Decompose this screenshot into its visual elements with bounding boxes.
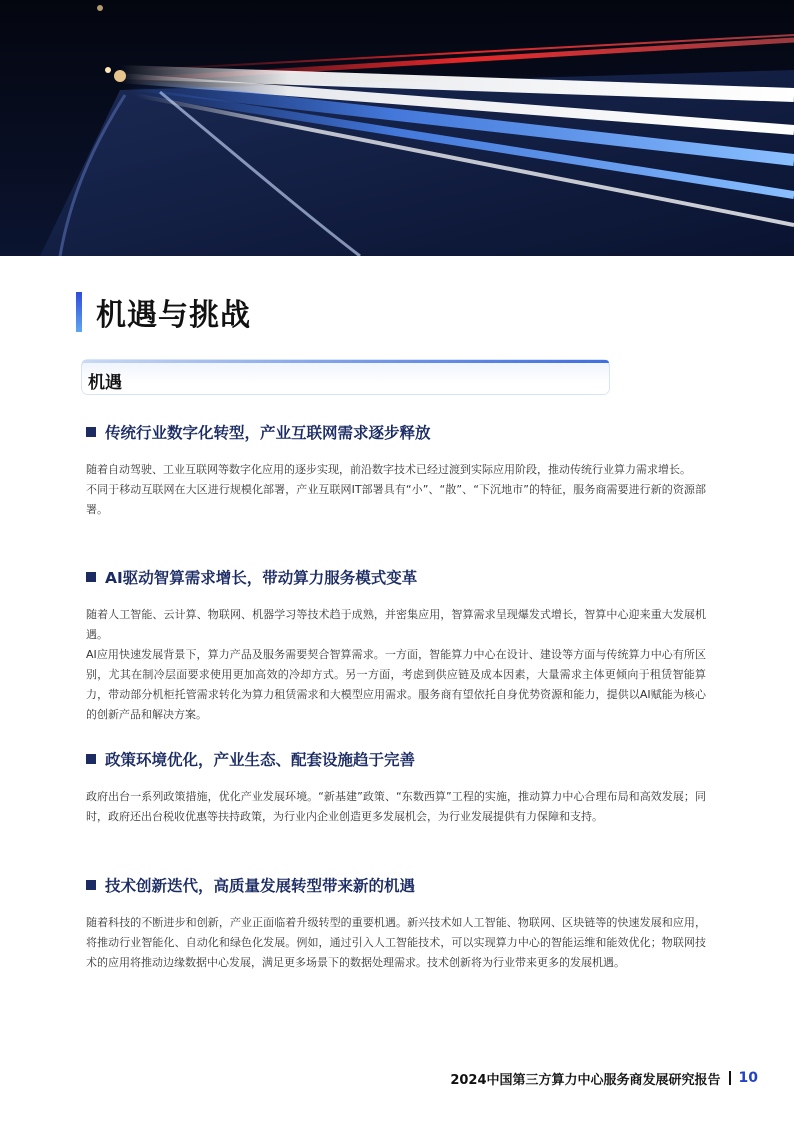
page-footer	[450, 1068, 758, 1088]
item-title: AI驱动智算需求增长，带动算力服务模式变革	[105, 569, 418, 587]
square-bullet-icon	[86, 880, 96, 890]
hero-image	[0, 0, 794, 256]
title-accent-bar	[76, 292, 82, 332]
paragraph: 不同于移动互联网在大区进行规模化部署，产业互联网IT部署具有“小”、“散”、“下沉地市”的特征，服务商需要进行新的资源部署。	[86, 483, 706, 516]
item-body	[86, 787, 706, 827]
opportunity-item	[86, 566, 706, 725]
report-title: 2024中国第三方算力中心服务商发展研究报告	[450, 1072, 721, 1088]
section-heading	[76, 292, 251, 332]
paragraph: 政府出台一系列政策措施，优化产业发展环境。“新基建”政策、“东数西算”工程的实施，推动算力中心合理布局和高效发展；同时，政府还出台税收优惠等扶持政策，为行业内企业创造更多发展机会，为行业发展提供有力保障和支持。	[86, 790, 706, 823]
opportunity-item	[86, 874, 706, 973]
item-title: 政策环境优化，产业生态、配套设施趋于完善	[105, 751, 416, 769]
paragraph: 随着人工智能、云计算、物联网、机器学习等技术趋于成熟，并密集应用，智算需求呈现爆发式增长，智算中心迎来重大发展机遇。	[86, 608, 706, 641]
item-heading	[86, 748, 706, 770]
opportunity-item	[86, 421, 706, 520]
light-trails-illustration	[0, 0, 794, 256]
square-bullet-icon	[86, 754, 96, 764]
section-title: 机遇与挑战	[96, 298, 251, 333]
opportunity-item	[86, 748, 706, 827]
paragraph: 随着科技的不断进步和创新，产业正面临着升级转型的重要机遇。新兴技术如人工智能、物联网、区块链等的快速发展和应用，将推动行业智能化、自动化和绿色化发展。例如，通过引入人工智能技术，可以实现算力中心的智能运维和能效优化；物联网技术的应用将推动边缘数据中心发展，满足更多场景下的数据处理需求。技术创新将为行业带来更多的发展机遇。	[86, 916, 706, 969]
item-heading	[86, 566, 706, 588]
square-bullet-icon	[86, 427, 96, 437]
item-body	[86, 605, 706, 725]
subsection-header	[82, 360, 609, 394]
square-bullet-icon	[86, 572, 96, 582]
paragraph: AI应用快速发展背景下，算力产品及服务需要契合智算需求。一方面，智能算力中心在设计、建设等方面与传统算力中心有所区别，尤其在制冷层面要求使用更加高效的冷却方式。另一方面，考虑到供应链及成本因素，大量需求主体更倾向于租赁智能算力，带动部分机柜托管需求转化为算力租赁需求和大模型应用需求。服务商有望依托自身优势资源和能力，提供以AI赋能为核心的创新产品和解决方案。	[86, 648, 706, 721]
item-title: 技术创新迭代，高质量发展转型带来新的机遇	[105, 877, 416, 895]
footer-divider	[729, 1071, 731, 1085]
page-number: 10	[738, 1070, 758, 1086]
paragraph: 随着自动驾驶、工业互联网等数字化应用的逐步实现，前沿数字技术已经过渡到实际应用阶段，推动传统行业算力需求增长。	[86, 463, 691, 476]
subsection-label: 机遇	[88, 373, 122, 393]
item-heading	[86, 874, 706, 896]
item-heading	[86, 421, 706, 443]
item-body	[86, 913, 706, 973]
item-body	[86, 460, 706, 520]
item-title: 传统行业数字化转型，产业互联网需求逐步释放	[105, 424, 431, 442]
